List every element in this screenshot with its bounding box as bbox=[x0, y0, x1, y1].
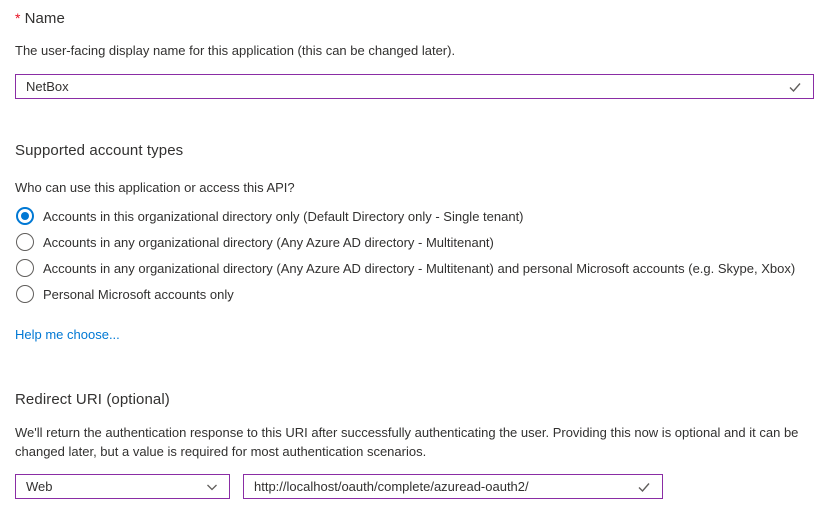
name-input[interactable] bbox=[15, 74, 814, 99]
platform-select-value: Web bbox=[26, 479, 53, 494]
valid-checkmark-icon bbox=[636, 479, 652, 495]
radio-option-multitenant[interactable] bbox=[16, 232, 494, 252]
radio-unselected-icon bbox=[16, 285, 34, 303]
radio-option-label: Accounts in any organizational directory (Any Azure AD directory - Multitenant) and personal Microsoft accounts (e.g. Skype, Xbox) bbox=[43, 260, 796, 276]
radio-selected-icon bbox=[16, 207, 34, 225]
radio-option-single-tenant[interactable] bbox=[16, 206, 524, 226]
name-description: The user-facing display name for this application (this can be changed later). bbox=[15, 43, 456, 58]
name-section-heading bbox=[15, 10, 65, 27]
help-me-choose-link[interactable]: Help me choose... bbox=[15, 327, 120, 342]
chevron-down-icon bbox=[205, 480, 219, 494]
radio-option-label: Accounts in any organizational directory (Any Azure AD directory - Multitenant) bbox=[43, 234, 494, 250]
radio-option-multitenant-personal[interactable] bbox=[16, 258, 795, 278]
redirect-uri-input[interactable] bbox=[243, 474, 663, 499]
required-marker: * bbox=[15, 10, 21, 26]
redirect-uri-heading: Redirect URI (optional) bbox=[15, 391, 170, 408]
radio-unselected-icon bbox=[16, 259, 34, 277]
platform-select[interactable] bbox=[15, 474, 230, 499]
radio-option-label: Accounts in this organizational directory only (Default Directory only - Single tenant) bbox=[43, 208, 524, 224]
redirect-uri-input-value: http://localhost/oauth/complete/azuread-oauth2/ bbox=[254, 479, 529, 494]
radio-option-personal-only[interactable] bbox=[16, 284, 234, 304]
radio-unselected-icon bbox=[16, 233, 34, 251]
name-input-value: NetBox bbox=[26, 79, 69, 94]
account-types-heading: Supported account types bbox=[15, 142, 184, 159]
name-section-heading-label: Name bbox=[24, 10, 65, 27]
redirect-uri-description: We'll return the authentication response to this URI after successfully authenticating the user. Providing this now is optional and it can be changed later, but a value is required for most authentication scenarios. bbox=[15, 425, 799, 459]
account-types-question: Who can use this application or access this API? bbox=[15, 180, 295, 195]
radio-option-label: Personal Microsoft accounts only bbox=[43, 286, 234, 302]
valid-checkmark-icon bbox=[787, 79, 803, 95]
